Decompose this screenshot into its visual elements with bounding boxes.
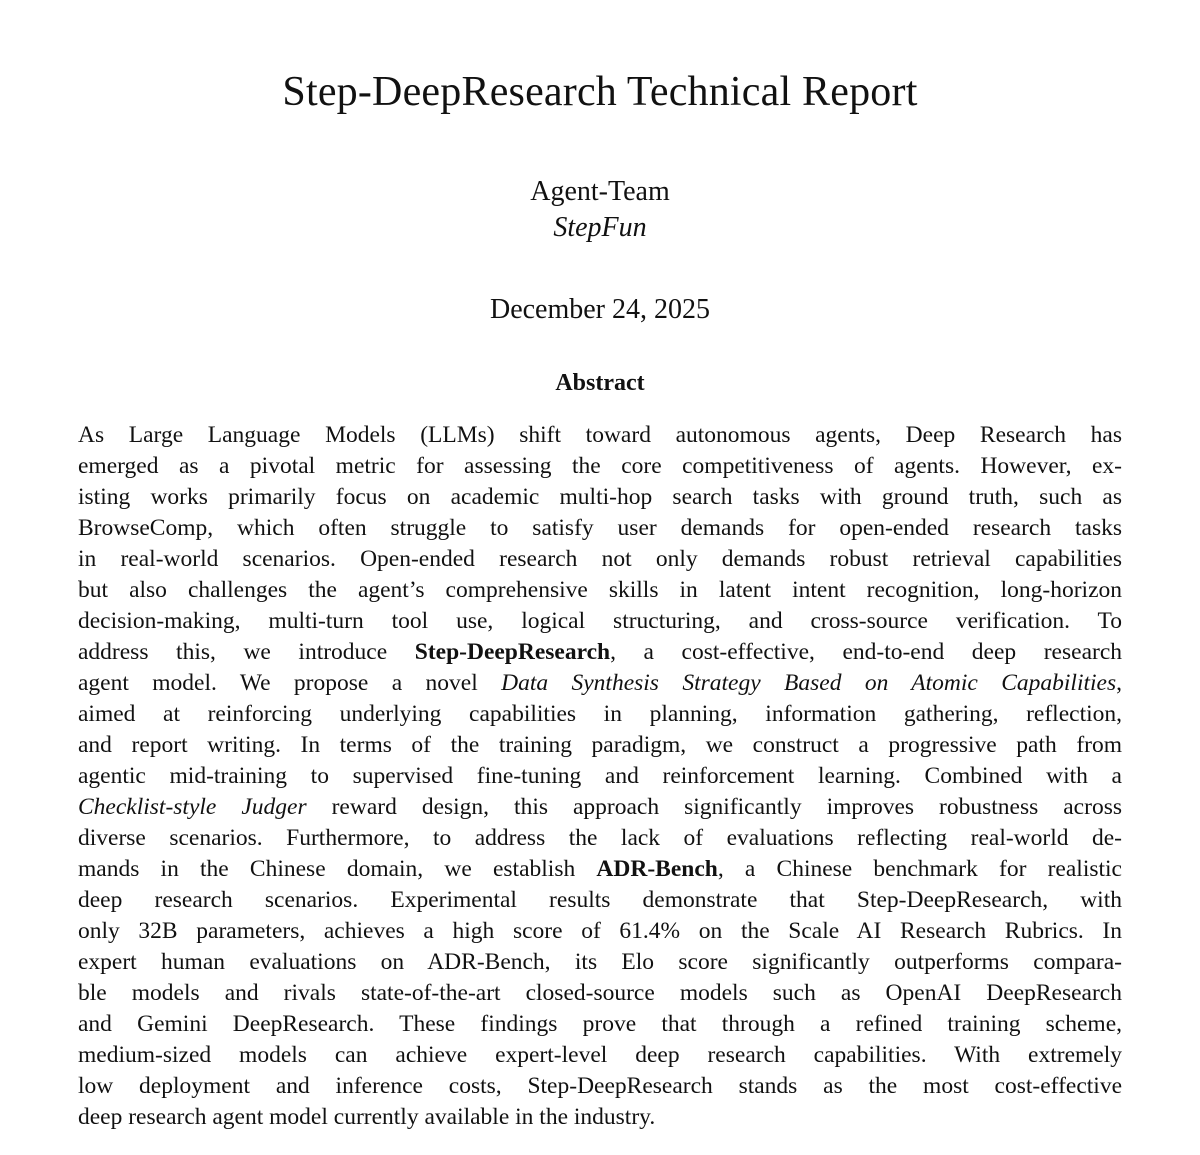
abstract-text: in real-world scenarios. Open-ended research not only demands robust retrieval capabilities bbox=[78, 546, 1122, 572]
abstract-line bbox=[78, 637, 1122, 668]
abstract-text: reward design, this approach significantly improves robustness across bbox=[306, 794, 1122, 820]
abstract-text: aimed at reinforcing underlying capabilities in planning, information gathering, reflection, bbox=[78, 701, 1122, 727]
paper-title: Step-DeepResearch Technical Report bbox=[282, 69, 918, 115]
abstract-line bbox=[78, 1009, 1122, 1040]
abstract-text: address this, we introduce bbox=[78, 639, 415, 665]
abstract-line bbox=[78, 1102, 1122, 1133]
abstract-line bbox=[78, 885, 1122, 916]
abstract-line bbox=[78, 916, 1122, 947]
abstract-text: diverse scenarios. Furthermore, to address the lack of evaluations reflecting real-world de- bbox=[78, 825, 1122, 851]
abstract-text: isting works primarily focus on academic multi-hop search tasks with ground truth, such as bbox=[78, 484, 1122, 510]
abstract-line bbox=[78, 482, 1122, 513]
abstract-line bbox=[78, 544, 1122, 575]
abstract-line bbox=[78, 575, 1122, 606]
abstract-text: low deployment and inference costs, Step-DeepResearch stands as the most cost-effective bbox=[78, 1073, 1122, 1099]
abstract-text: decision-making, multi-turn tool use, logical structuring, and cross-source verification. To bbox=[78, 608, 1122, 634]
abstract-text: , a Chinese benchmark for realistic bbox=[717, 856, 1122, 882]
abstract-text: emerged as a pivotal metric for assessing the core competitiveness of agents. However, ex- bbox=[78, 453, 1122, 479]
abstract-line bbox=[78, 606, 1122, 637]
abstract-line bbox=[78, 1040, 1122, 1071]
abstract-text: and Gemini DeepResearch. These findings prove that through a refined training scheme, bbox=[78, 1011, 1122, 1037]
abstract-text: deep research agent model currently available in the industry. bbox=[78, 1104, 656, 1130]
abstract-text: , bbox=[1116, 670, 1122, 696]
abstract-text: expert human evaluations on ADR-Bench, its Elo score significantly outperforms compara- bbox=[78, 949, 1122, 975]
abstract-text: agentic mid-training to supervised fine-tuning and reinforcement learning. Combined with a bbox=[78, 763, 1122, 789]
abstract-text: but also challenges the agent’s comprehensive skills in latent intent recognition, long-horizon bbox=[78, 577, 1122, 603]
abstract-text: only 32B parameters, achieves a high score of 61.4% on the Scale AI Research Rubrics. In bbox=[78, 918, 1122, 944]
abstract-line bbox=[78, 451, 1122, 482]
abstract-text: mands in the Chinese domain, we establish bbox=[78, 856, 597, 882]
abstract-line bbox=[78, 978, 1122, 1009]
abstract-text: As Large Language Models (LLMs) shift toward autonomous agents, Deep Research has bbox=[78, 422, 1122, 448]
abstract-line bbox=[78, 730, 1122, 761]
italic-term: Checklist-style Judger bbox=[78, 794, 307, 820]
bold-term: ADR-Bench bbox=[596, 856, 718, 882]
abstract-text: ble models and rivals state-of-the-art closed-source models such as OpenAI DeepResearch bbox=[78, 980, 1122, 1006]
author-affiliation: StepFun bbox=[553, 212, 647, 243]
abstract-line bbox=[78, 947, 1122, 978]
abstract-line bbox=[78, 1071, 1122, 1102]
abstract-line bbox=[78, 761, 1122, 792]
abstract-text: deep research scenarios. Experimental results demonstrate that Step-DeepResearch, with bbox=[78, 887, 1122, 913]
abstract-line bbox=[78, 420, 1122, 451]
abstract-line bbox=[78, 792, 1122, 823]
abstract-text: , a cost-effective, end-to-end deep research bbox=[610, 639, 1123, 665]
abstract-text: BrowseComp, which often struggle to satisfy user demands for open-ended research tasks bbox=[78, 515, 1122, 541]
author-name: Agent-Team bbox=[530, 176, 670, 207]
abstract-line bbox=[78, 513, 1122, 544]
abstract-line bbox=[78, 854, 1122, 885]
bold-term: Step-DeepResearch bbox=[414, 639, 611, 665]
abstract-line bbox=[78, 668, 1122, 699]
publication-date: December 24, 2025 bbox=[489, 294, 711, 325]
abstract-text: and report writing. In terms of the training paradigm, we construct a progressive path from bbox=[78, 732, 1122, 758]
abstract-line bbox=[78, 699, 1122, 730]
abstract-line bbox=[78, 823, 1122, 854]
abstract-text: agent model. We propose a novel bbox=[78, 670, 502, 696]
italic-term: Data Synthesis Strategy Based on Atomic Capabilities bbox=[501, 670, 1117, 696]
abstract-body bbox=[78, 420, 1122, 1133]
abstract-heading: Abstract bbox=[555, 370, 645, 396]
abstract-text: medium-sized models can achieve expert-level deep research capabilities. With extremely bbox=[78, 1042, 1122, 1068]
